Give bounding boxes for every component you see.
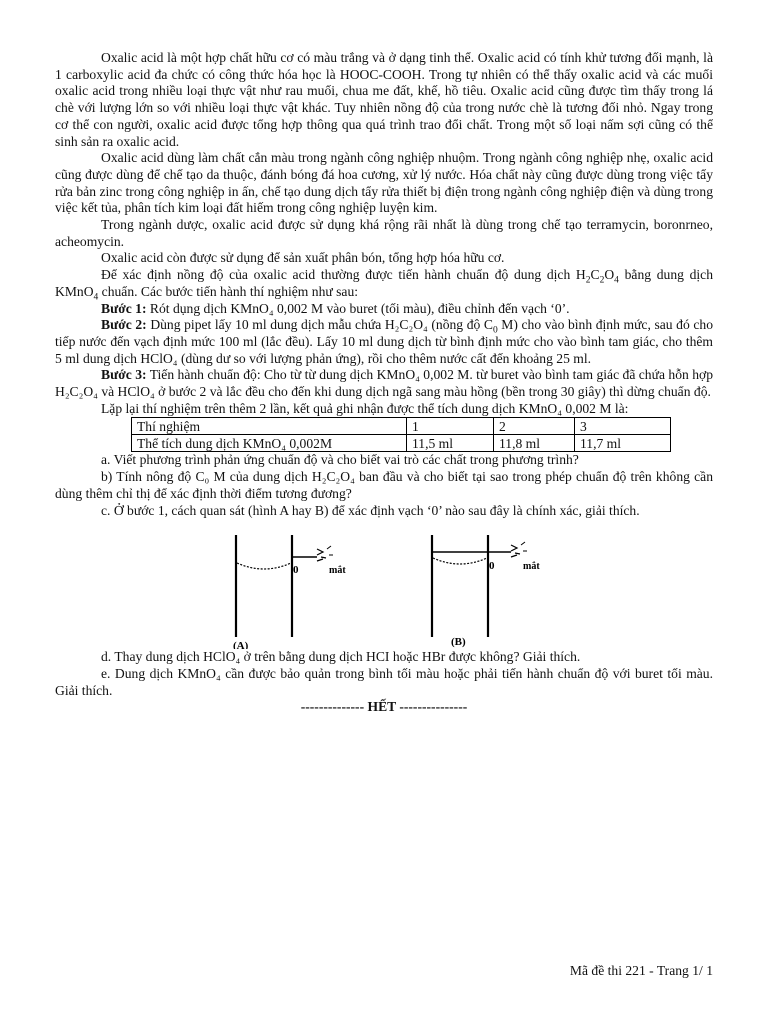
figure-a-zero-mark: 0 bbox=[293, 564, 299, 577]
table-cell: 2 bbox=[494, 418, 575, 435]
table-cell: 11,7 ml bbox=[575, 435, 671, 452]
method-intro-text-b: bằng dung dịch KMnO bbox=[55, 267, 713, 299]
step-1-label: Bước 1: bbox=[101, 300, 147, 316]
figure-b bbox=[432, 535, 540, 648]
table-cell: 11,8 ml bbox=[494, 435, 575, 452]
step-3-label: Bước 3: bbox=[101, 367, 147, 383]
step-2-text-a: Dùng pipet lấy 10 ml dung dịch mẫu chứa H₂C₂O₄ (nồng độ C bbox=[146, 317, 493, 333]
figure-a-eye-icon bbox=[317, 549, 326, 561]
buret-figures-svg bbox=[55, 525, 713, 649]
table-cell: Thí nghiệm bbox=[132, 418, 407, 435]
question-b: b) Tính nông độ C₀ M của dung dịch H₂C₂O₄ ban đầu và cho biết tại sao trong phép chuẩn độ trên không cần dùng thêm chỉ thị để xác định thời điểm tương đương? bbox=[55, 469, 713, 501]
figure-b-zero-mark: 0 bbox=[489, 560, 495, 573]
table-row bbox=[132, 435, 671, 452]
table-cell: 11,5 ml bbox=[407, 435, 494, 452]
table-cell: Thể tích dung dịch KMnO₄ 0,002M bbox=[132, 435, 407, 452]
question-d: d. Thay dung dịch HClO₄ ở trên bằng dung dịch HCI hoặc HBr được không? Giải thích. bbox=[101, 649, 581, 665]
end-marker: -------------- HẾT --------------- bbox=[300, 699, 468, 715]
step-2-label: Bước 2: bbox=[101, 317, 147, 333]
intro-paragraph-1: Oxalic acid là một hợp chất hữu cơ có màu trắng và ở dạng tinh thể. Oxalic acid có tính khử tương đối mạnh, là 1 carboxylic acid đa chức có công thức hóa học là HOOC-COOH. Trong tự nhiên có thể thấy oxalic acid và các muối oxalic acid trong nhiều loại thực vật như rau muối, chua me đất, khế, hồ tiêu. Oxalic acid cũng được tìm thấy trong lá chè với lượng lớn so với nhiều loại thực vật khác. Tuy nhiên nồng độ của trong nước chè là tương đối nhỏ. Ngay trong cơ thể con người, oxalic acid được tổng hợp thông qua quá trình trao đổi chất. Trong một số loại nấm sợi cũng có thể sinh sản ra oxalic acid. bbox=[55, 50, 713, 149]
step-2: Bước 2: Dùng pipet lấy 10 ml dung dịch mẫu chứa H₂C₂O₄ (nồng độ $C_0$ M) cho vào bình định mức, sau đó cho tiếp nước đến vạch định mức 100 ml (lắc đều). Lấy 10 ml dung dịch từ bình định mức cho vào bình tam giác, cho thêm 5 ml dung dịch HClO₄ (dùng dư so với lượng phản ứng), rồi cho thêm nước cất đến khoảng 25 ml. bbox=[55, 317, 713, 366]
step-3-text: Tiến hành chuẩn độ: Cho từ từ dung dịch KMnO₄ 0,002 M. từ buret vào bình tam giác đã chứa hỗn hợp H₂C₂O₄ và HClO₄ ở bước 2 và lắc đều cho đến khi dung dịch ngã sang màu hồng (bền trong 30 giây) thì dừng chuẩn độ. bbox=[55, 367, 713, 400]
method-intro-text-a: Để xác định nồng độ của oxalic acid thường được tiến hành chuẩn độ dung dịch H bbox=[101, 267, 586, 283]
method-intro: Để xác định nồng độ của oxalic acid thường được tiến hành chuẩn độ dung dịch $H_2C_2O_4$ bằng dung dịch KMnO$_4$ chuẩn. Các bước tiến hành thí nghiệm như sau: bbox=[55, 267, 713, 303]
intro-paragraph-3: Trong ngành dược, oxalic acid được sử dụng khá rộng rãi nhất là dùng trong chế tạo terramycin, boronrneo, acheomycin. bbox=[55, 217, 713, 249]
question-a: a. Viết phương trình phản ứng chuẩn độ và cho biết vai trò các chất trong phương trình? bbox=[101, 452, 579, 468]
figure-b-eye-icon bbox=[511, 545, 520, 557]
question-e: e. Dung dịch KMnO₄ cần được bảo quản trong bình tối màu hoặc phải tiến hành chuẩn độ với buret tối màu. Giải thích. bbox=[55, 665, 713, 698]
question-c: c. Ở bước 1, cách quan sát (hình A hay B) để xác định vạch ‘0’ nào sau đây là chính xác, giải thích. bbox=[101, 502, 640, 518]
figure-a-label: (A) bbox=[233, 640, 249, 650]
repeat-text: Lặp lại thí nghiệm trên thêm 2 lần, kết quả ghi nhận được thể tích dung dịch KMnO₄ 0,002 M là: bbox=[101, 400, 629, 416]
step-2-text-b: M) cho vào bình định mức, sau đó cho tiếp nước đến vạch định mức 100 ml (lắc đều). Lấy 10 ml dung dịch từ bình định mức cho vào bình tam giác, cho thêm 5 ml dung dịch HClO₄ (dùng dư so với lượng phản ứng), rồi cho thêm nước cất đến khoảng 25 ml. bbox=[55, 317, 713, 366]
table-cell: 1 bbox=[407, 418, 494, 435]
step-1-text: Rót dụng dịch KMnO₄ 0,002 M vào buret (tối màu), điều chỉnh đến vạch ‘0’. bbox=[146, 300, 570, 316]
results-table bbox=[131, 417, 671, 452]
intro-paragraph-2: Oxalic acid dùng làm chất cắn màu trong ngành công nghiệp nhuộm. Trong ngành công nghiệp nhẹ, oxalic acid cũng được dùng để chế tạo da thuộc, đánh bóng đá hoa cương, xử lý nước. Hóa chất này cũng được dùng trong việc tẩy rửa bản zinc trong công nghiệp in ấn, chế tạo dung dịch tẩy rửa thiết bị điện trong ngành công nghiệp điện và dùng trong việc kết tủa, phân tích kim loại đất hiếm trong công nghiệp luyện kim. bbox=[55, 150, 713, 216]
figure-b-eye-label: mắt bbox=[523, 561, 540, 573]
figure-b-label: (B) bbox=[451, 636, 466, 649]
figure-a bbox=[233, 535, 346, 649]
figure-a-eye-label: mắt bbox=[329, 565, 346, 577]
step-3 bbox=[55, 367, 713, 400]
method-intro-text-c: chuẩn. Các bước tiến hành thí nghiệm như sau: bbox=[98, 283, 359, 299]
table-row bbox=[132, 418, 671, 435]
intro-paragraph-4: Oxalic acid còn được sử dụng để sản xuất phân bón, tổng hợp hóa hữu cơ. bbox=[101, 250, 505, 266]
buret-figures bbox=[55, 525, 713, 649]
step-1 bbox=[55, 301, 713, 318]
page-footer: Mã đề thi 221 - Trang 1/ 1 bbox=[569, 963, 713, 978]
exam-page bbox=[55, 50, 713, 730]
table-cell: 3 bbox=[575, 418, 671, 435]
